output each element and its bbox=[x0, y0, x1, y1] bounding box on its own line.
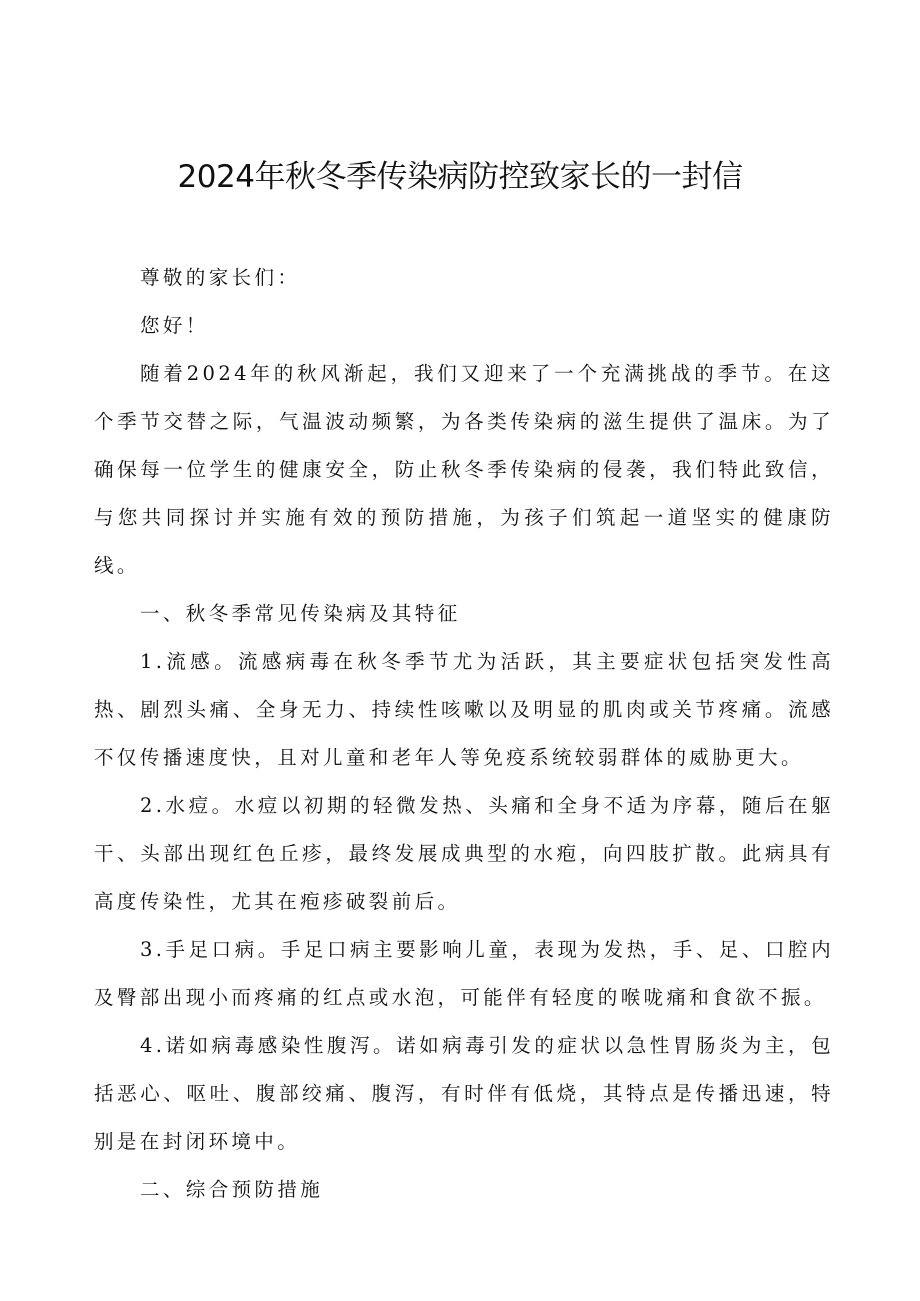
list-item-hfmd: 3.手足口病。手足口病主要影响儿童，表现为发热，手、足、口腔内及臀部出现小而疼痛的红点或水泡，可能伴有轻度的喉咙痛和食欲不振。 bbox=[94, 938, 834, 1009]
list-item-norovirus: 4.诺如病毒感染性腹泻。诺如病毒引发的症状以急性胃肠炎为主，包括恶心、呕吐、腹部绞痛、腹泻，有时伴有低烧，其特点是传播迅速，特别是在封闭环境中。 bbox=[94, 1034, 834, 1153]
list-item-chickenpox: 2.水痘。水痘以初期的轻微发热、头痛和全身不适为序幕，随后在躯干、头部出现红色丘疹，最终发展成典型的水疱，向四肢扩散。此病具有高度传染性，尤其在疱疹破裂前后。 bbox=[94, 794, 834, 913]
list-item-flu: 1.流感。流感病毒在秋冬季节尤为活跃，其主要症状包括突发性高热、剧烈头痛、全身无力、持续性咳嗽以及明显的肌肉或关节疼痛。流感不仅传播速度快，且对儿童和老年人等免疫系统较弱群体的威胁更大。 bbox=[94, 650, 834, 769]
salutation: 尊敬的家长们： bbox=[140, 266, 301, 289]
greeting: 您好！ bbox=[140, 314, 209, 337]
section-heading-1: 一、秋冬季常见传染病及其特征 bbox=[140, 602, 461, 625]
letter-body bbox=[94, 254, 834, 1214]
document-title: 2024年秋冬季传染病防控致家长的一封信 bbox=[177, 159, 743, 195]
section-heading-2: 二、综合预防措施 bbox=[140, 1178, 324, 1201]
intro-paragraph: 随着2024年的秋风渐起，我们又迎来了一个充满挑战的季节。在这个季节交替之际，气温波动频繁，为各类传染病的滋生提供了温床。为了确保每一位学生的健康安全，防止秋冬季传染病的侵袭，我们特此致信，与您共同探讨并实施有效的预防措施，为孩子们筑起一道坚实的健康防线。 bbox=[94, 362, 834, 577]
